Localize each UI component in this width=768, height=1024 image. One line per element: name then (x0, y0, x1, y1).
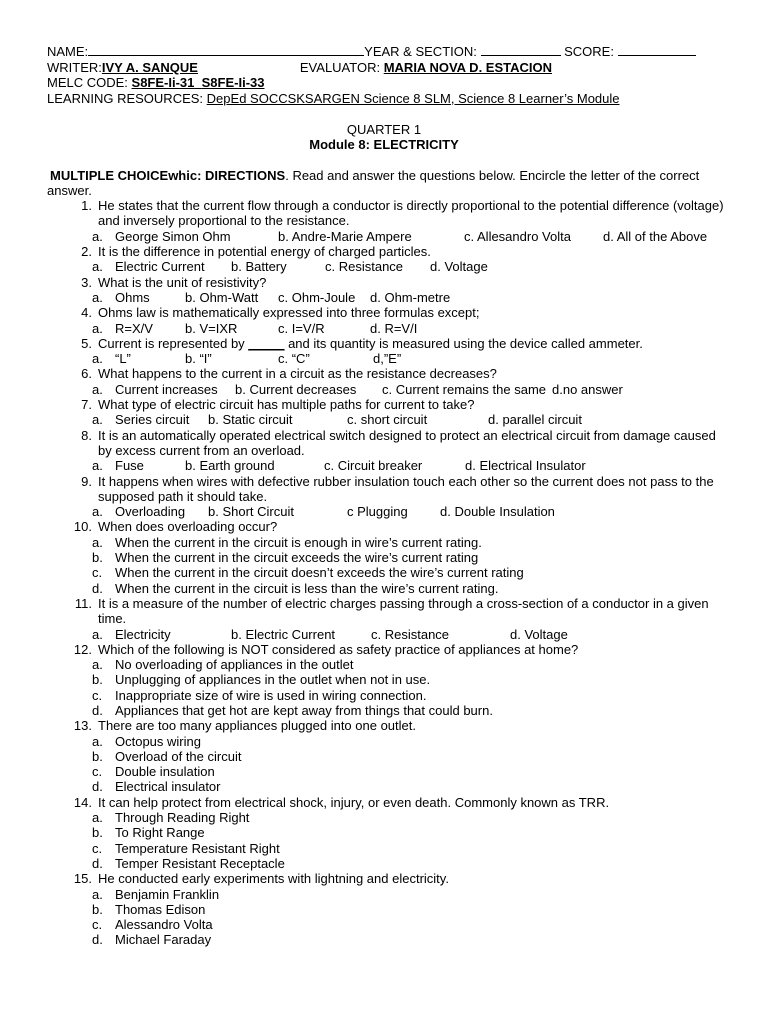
choice-letter: a. (92, 458, 103, 474)
choice-d (47, 779, 727, 794)
question-text: It happens when wires with defective rubber insulation touch each other so the current does not pass to the supposed path it should take. (98, 473, 714, 504)
choice-d (47, 703, 727, 718)
choice-d: d. Electrical Insulator (465, 458, 586, 474)
quarter-heading: QUARTER 1 (346, 122, 422, 137)
score-label: SCORE: (564, 44, 614, 59)
choice-text: Alessandro Volta (115, 917, 213, 933)
choice-text: Octopus wiring (115, 733, 201, 749)
header-line-resources (47, 91, 768, 107)
choice-letter: b. (92, 550, 103, 566)
choice-b (47, 749, 727, 764)
choice-letter: d. (92, 580, 103, 596)
year-section-label: YEAR & SECTION: (364, 44, 477, 59)
choice-letter: a. (92, 626, 103, 642)
choices-row (47, 504, 727, 519)
choice-letter: a. (92, 381, 103, 397)
question-item (47, 198, 727, 244)
choice-text: Through Reading Right (115, 810, 250, 826)
choice-a (92, 290, 185, 305)
choice-c: c. short circuit (347, 412, 428, 428)
question-item (47, 336, 727, 367)
choices-row (47, 382, 727, 397)
choice-a (92, 351, 185, 366)
choice-letter: a. (92, 289, 103, 305)
choice-letter: a. (92, 810, 103, 826)
choices-row (47, 259, 727, 274)
choice-letter: a. (92, 320, 103, 336)
choice-text: Electricity (115, 626, 171, 642)
writer-label: WRITER: (47, 59, 102, 75)
choice-text: Overloading (115, 504, 186, 520)
question-number: 15. (73, 871, 92, 887)
choice-text: When the current in the circuit doesn’t exceeds the wire’s current rating (115, 565, 524, 581)
choice-letter: b. (92, 748, 103, 764)
question-item (47, 305, 727, 336)
choice-b: b. Battery (231, 259, 287, 275)
choice-d: d. Voltage (510, 626, 568, 642)
question-item (47, 244, 727, 275)
choice-a (47, 734, 727, 749)
choices-row (47, 229, 727, 244)
choice-c: c. Circuit breaker (324, 458, 423, 474)
choices-row (47, 627, 727, 642)
question-stem (47, 871, 727, 886)
choice-letter: a. (92, 657, 103, 673)
question-stem (47, 474, 727, 505)
choice-text: When the current in the circuit exceeds the wire’s current rating (115, 550, 479, 566)
choice-b: b. Electric Current (231, 626, 336, 642)
choice-b: b. Andre-Marie Ampere (278, 228, 412, 244)
choice-b (47, 550, 727, 565)
choice-letter: a. (92, 504, 103, 520)
choice-c (47, 565, 727, 580)
choice-text: Electric Current (115, 259, 205, 275)
choice-d: d.no answer (552, 381, 623, 397)
question-text: He conducted early experiments with lightning and electricity. (98, 871, 449, 887)
choice-b (47, 825, 727, 840)
choice-letter: c. (92, 687, 103, 703)
question-number: 12. (73, 641, 92, 657)
header-line-name (47, 43, 768, 60)
choice-text: George Simon Ohm (115, 228, 231, 244)
directions-text: . Read and answer the questions below. Encircle the letter of the correct answer. (47, 167, 700, 198)
question-item (47, 642, 727, 718)
question-item (47, 718, 727, 794)
choice-c (47, 917, 727, 932)
melc-label: MELC CODE: (47, 75, 128, 90)
question-stem (47, 519, 727, 534)
choice-a (92, 259, 231, 274)
choice-text: Electrical insulator (115, 779, 221, 795)
choice-c (47, 688, 727, 703)
question-text: It is an automatically operated electrical switch designed to protect an electrical circuit from damage caused by excess current from an overload. (98, 427, 716, 458)
choices-row (47, 321, 727, 336)
choices-row (47, 290, 727, 305)
question-number: 9. (81, 473, 92, 489)
choice-letter: a. (92, 733, 103, 749)
choice-b: b. “I” (185, 351, 212, 367)
choice-letter: a. (92, 351, 103, 367)
choice-text: Ohms (115, 289, 150, 305)
choice-letter: b. (92, 901, 103, 917)
choice-text: To Right Range (115, 825, 205, 841)
question-number: 4. (81, 305, 92, 321)
question-number: 13. (73, 718, 92, 734)
choice-text: Temperature Resistant Right (115, 840, 280, 856)
question-stem (47, 642, 727, 657)
choice-b (47, 902, 727, 917)
question-number: 1. (81, 198, 92, 214)
choice-b: b. Earth ground (185, 458, 275, 474)
choice-text: “L” (115, 351, 131, 367)
evaluator-name: MARIA NOVA D. ESTACION (383, 59, 552, 75)
choice-d (47, 581, 727, 596)
choice-letter: a. (92, 412, 103, 428)
choice-letter: a. (92, 534, 103, 550)
writer-name (102, 60, 300, 76)
question-text-after: and its quantity is measured using the device called ammeter. (284, 335, 643, 351)
choice-c: c. Allesandro Volta (464, 228, 571, 244)
choice-letter: d. (92, 702, 103, 718)
question-item (47, 795, 727, 871)
choice-letter: a. (92, 259, 103, 275)
question-stem (47, 198, 727, 229)
question-stem (47, 428, 727, 459)
question-text (98, 336, 727, 351)
question-text: Which of the following is NOT considered as safety practice of appliances at home? (98, 641, 579, 657)
question-number: 7. (81, 397, 92, 413)
choice-text: Benjamin Franklin (115, 886, 220, 902)
answer-blank: _____ (248, 335, 285, 351)
choice-text: Thomas Edison (115, 901, 206, 917)
choice-a (92, 504, 208, 519)
question-number: 2. (81, 244, 92, 260)
choice-text: Inappropriate size of wire is used in wiring connection. (115, 687, 427, 703)
choice-text: Appliances that get hot are kept away from things that could burn. (115, 702, 493, 718)
question-stem (47, 244, 727, 259)
choice-letter: d. (92, 779, 103, 795)
question-stem (47, 305, 727, 320)
choice-text: Overload of the circuit (115, 748, 242, 764)
question-text: When does overloading occur? (98, 519, 278, 535)
choices-row (47, 458, 727, 473)
melc-code-1: S8FE-Ii-31 (131, 75, 195, 90)
choice-b: b. Short Circuit (208, 504, 294, 520)
question-text: It is the difference in potential energy of charged particles. (98, 244, 431, 260)
year-section-blank (481, 43, 561, 56)
choice-c (47, 764, 727, 779)
choice-text: When the current in the circuit is enough in wire’s current rating. (115, 534, 482, 550)
choice-c (47, 841, 727, 856)
header-line-writer (47, 60, 768, 76)
choice-a (47, 535, 727, 550)
question-stem (47, 718, 727, 733)
question-item (47, 474, 727, 520)
evaluator-label: EVALUATOR: (299, 59, 381, 75)
choice-letter: d. (92, 932, 103, 948)
choice-c: c. Current remains the same (382, 381, 547, 397)
question-text: Ohms law is mathematically expressed into three formulas except; (98, 305, 480, 321)
question-stem (47, 795, 727, 810)
question-text: It can help protect from electrical shock, injury, or even death. Commonly known as TRR. (98, 794, 610, 810)
choice-letter: d. (92, 855, 103, 871)
choice-a (92, 382, 235, 397)
choice-d: d. parallel circuit (488, 412, 582, 428)
question-item (47, 397, 727, 428)
question-text: He states that the current flow through a conductor is directly proportional to the potential difference (voltage) and inversely proportional to the resistance. (98, 198, 724, 229)
choice-text: Michael Faraday (115, 932, 212, 948)
question-text: What type of electric circuit has multiple paths for current to take? (98, 397, 475, 413)
name-label: NAME: (47, 44, 89, 59)
module-title: Module 8: ELECTRICITY (309, 137, 459, 153)
question-stem (47, 397, 727, 412)
question-item (47, 519, 727, 595)
question-list (47, 198, 727, 948)
choice-text: No overloading of appliances in the outlet (115, 657, 354, 673)
choice-letter: b. (92, 825, 103, 841)
question-text-before: Current is represented by (98, 335, 249, 351)
choices-row (47, 351, 727, 366)
question-text: It is a measure of the number of electric charges passing through a cross-section of a conductor in a given time. (98, 595, 709, 627)
choice-d (47, 856, 727, 871)
choice-a (92, 229, 278, 244)
choice-b: b. V=IXR (185, 320, 238, 336)
choice-text: Double insulation (115, 764, 215, 780)
choice-c: c. Resistance (325, 259, 404, 275)
choice-letter: c. (92, 917, 103, 933)
choice-d: d. Ohm-metre (370, 289, 451, 305)
choice-a (92, 321, 185, 336)
choice-d (47, 932, 727, 947)
choice-c: c. “C” (278, 351, 310, 367)
question-item (47, 428, 727, 474)
question-number: 10. (73, 519, 92, 535)
choice-b: b. Static circuit (208, 412, 293, 428)
choice-c: c. Resistance (371, 626, 450, 642)
question-stem (47, 336, 727, 351)
choice-letter: b. (92, 672, 103, 688)
question-item (47, 275, 727, 306)
choice-text: When the current in the circuit is less than the wire’s current rating. (115, 580, 499, 596)
question-item (47, 366, 727, 397)
choice-d: d,”E” (373, 351, 402, 367)
choice-a (47, 810, 727, 825)
question-item (47, 871, 727, 947)
choice-d: d. All of the Above (603, 228, 708, 244)
choice-c: c Plugging (347, 504, 408, 520)
choice-letter: c. (92, 764, 103, 780)
question-text: What is the unit of resistivity? (98, 274, 267, 290)
choice-letter: a. (92, 228, 103, 244)
question-number: 3. (81, 274, 92, 290)
question-number: 6. (81, 366, 92, 382)
choice-a (47, 887, 727, 902)
choice-text: R=X/V (115, 320, 153, 336)
choice-d: d. Double Insulation (440, 504, 555, 520)
choice-c: c. I=V/R (278, 320, 325, 336)
melc-code-2: S8FE-Ii-33 (201, 75, 265, 90)
choice-b: b. Ohm-Watt (185, 289, 259, 305)
question-number: 8. (81, 427, 92, 443)
choice-a (92, 627, 231, 642)
choice-text: Series circuit (115, 412, 190, 428)
question-number: 11. (74, 595, 92, 611)
choice-d: d. Voltage (430, 259, 488, 275)
choice-b (47, 672, 727, 687)
choice-a (47, 657, 727, 672)
header-line-melc (47, 75, 768, 91)
choice-letter: c. (92, 840, 103, 856)
choice-letter: a. (92, 886, 103, 902)
choices-row (47, 412, 727, 427)
choice-a (92, 412, 208, 427)
choice-c: c. Ohm-Joule (278, 289, 356, 305)
choice-b: b. Current decreases (235, 381, 357, 397)
resources-label: LEARNING RESOURCES: (47, 90, 204, 106)
question-stem (47, 596, 727, 627)
question-stem (47, 366, 727, 381)
choice-d: d. R=V/I (370, 320, 418, 336)
choice-text: Unplugging of appliances in the outlet when not in use. (115, 672, 431, 688)
writer-name-text: IVY A. SANQUE (101, 59, 198, 75)
choice-text: Current increases (115, 381, 218, 397)
score-blank (618, 43, 696, 56)
name-blank (88, 43, 364, 56)
choice-letter: c. (92, 565, 103, 581)
question-stem (47, 275, 727, 290)
question-text: There are too many appliances plugged into one outlet. (98, 718, 416, 734)
question-number: 14. (73, 794, 92, 810)
resources-value: DepEd SOCCSKSARGEN Science 8 SLM, Science 8 Learner’s Module (206, 90, 620, 106)
choice-text: Fuse (115, 458, 144, 474)
directions-bold: MULTIPLE CHOICEwhic: DIRECTIONS (50, 167, 286, 183)
directions (47, 168, 727, 199)
choice-text: Temper Resistant Receptacle (115, 855, 285, 871)
question-item (47, 596, 727, 642)
question-text: What happens to the current in a circuit as the resistance decreases? (98, 366, 497, 382)
question-number: 5. (81, 335, 92, 351)
choice-a (92, 458, 185, 473)
